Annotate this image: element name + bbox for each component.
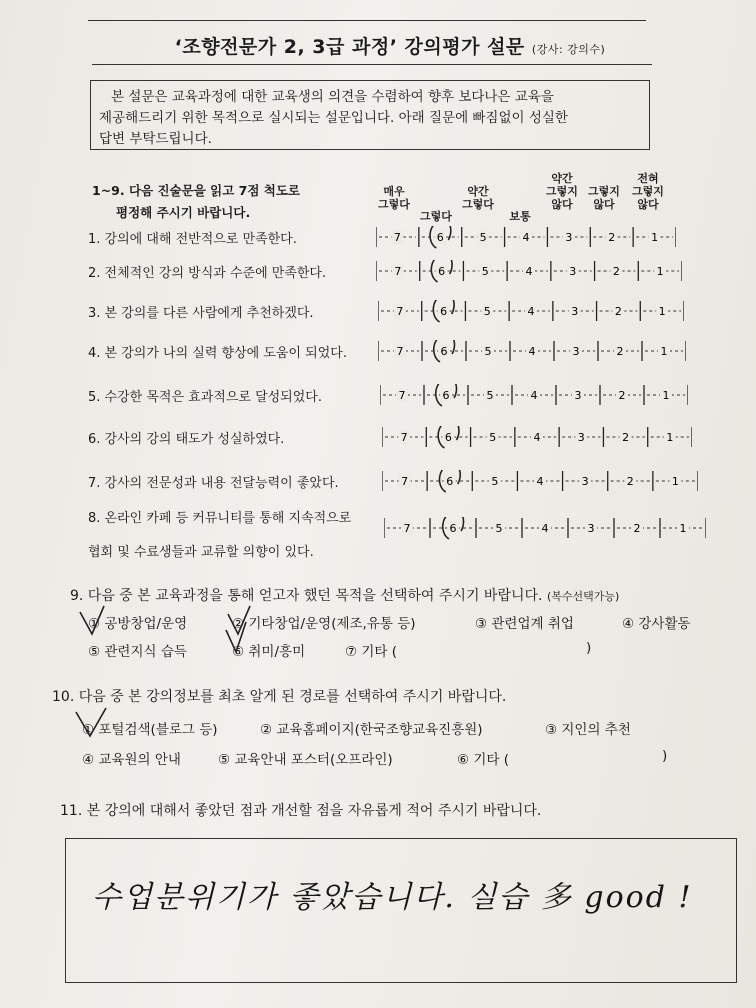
title-instructor: (강사: 강의수) [531,43,606,56]
scale-number-5[interactable]: 5 [489,431,497,444]
q9-option-3[interactable]: ③ 관련업계 취업 [475,616,574,632]
scale-number-2[interactable]: 2 [633,522,641,535]
scale-header-5: 약간 그렇다 [462,185,494,211]
rating-scale-5[interactable] [380,384,688,408]
scale-number-3[interactable]: 3 [565,231,573,244]
rating-scale-3[interactable] [378,300,684,324]
q10-option-2[interactable]: ② 교육홈페이지(한국조향교육진흥원) [260,722,483,738]
question-2: 2. 전체적인 강의 방식과 수준에 만족한다. [88,266,327,281]
scale-number-7[interactable]: 7 [394,265,402,278]
question-8-line-2: 협회 및 수료생들과 교류할 의향이 있다. [88,545,314,560]
scale-number-3[interactable]: 3 [587,522,595,535]
scale-number-2[interactable]: 2 [612,265,620,278]
scale-number-7[interactable]: 7 [396,305,404,318]
scale-number-2[interactable]: 2 [608,231,616,244]
scale-number-2[interactable]: 2 [618,389,626,402]
scale-header-3: 약간 그렇지 않다 [546,172,578,211]
scale-number-6[interactable]: 6 [446,475,454,488]
scale-number-2[interactable]: 2 [616,345,624,358]
scale-number-3[interactable]: 3 [569,265,577,278]
scale-number-6[interactable]: 6 [438,265,446,278]
rating-scale-7[interactable] [382,470,698,494]
title-rule [92,64,652,65]
scale-header-6: 그렇다 [420,210,452,223]
scale-number-4[interactable]: 4 [541,522,549,535]
scale-number-4[interactable]: 4 [528,345,536,358]
scale-number-1[interactable]: 1 [658,305,666,318]
scale-number-7[interactable]: 7 [400,431,408,444]
q9-option-2[interactable]: ② 기타창업/운영(제조,유통 등) [232,616,416,632]
title-text: ‘조향전문가 2, 3급 과정’ 강의평가 설문 [174,36,525,58]
question-1: 1. 강의에 대해 전반적으로 만족한다. [88,232,297,247]
scale-header-4: 보통 [509,210,531,223]
scale-number-4[interactable]: 4 [522,231,530,244]
q9-option-5[interactable]: ⑤ 관련지식 습득 [88,644,187,660]
scale-number-4[interactable]: 4 [525,265,533,278]
scale-number-5[interactable]: 5 [479,231,487,244]
scale-number-5[interactable]: 5 [483,305,491,318]
scale-number-5[interactable]: 5 [484,345,492,358]
question-5: 5. 수강한 목적은 효과적으로 달성되었다. [88,390,322,405]
rating-scale-1[interactable] [376,226,676,250]
q9-option-6[interactable]: ⑥ 취미/흥미 [232,644,306,660]
question-8: 8. 온라인 카페 등 커뮤니티를 통해 지속적으로 [88,511,352,526]
scale-number-6[interactable]: 6 [436,231,444,244]
scale-number-5[interactable]: 5 [481,265,489,278]
q9-note: (복수선택가능) [546,590,620,603]
q10-option-6-close: ) [662,748,668,764]
q10-option-5[interactable]: ⑤ 교육안내 포스터(오프라인) [218,752,393,768]
scale-number-5[interactable]: 5 [491,475,499,488]
q11-title: 11. 본 강의에 대해서 좋았던 점과 개선할 점을 자유롭게 적어 주시기 바랍니다. [60,803,542,819]
scale-number-3[interactable]: 3 [571,305,579,318]
scale-header-1: 전혀 그렇지 않다 [632,172,664,211]
scale-header-2: 그렇지 않다 [588,185,620,211]
q9-option-7-close: ) [586,640,592,656]
scale-number-1[interactable]: 1 [679,522,687,535]
top-rule [88,20,646,21]
scale-number-3[interactable]: 3 [581,475,589,488]
q10-option-6[interactable]: ⑥ 기타 ( [457,752,510,768]
scale-number-6[interactable]: 6 [449,522,457,535]
scale-number-7[interactable]: 7 [403,522,411,535]
q10-option-4[interactable]: ④ 교육원의 안내 [82,752,181,768]
scale-number-4[interactable]: 4 [527,305,535,318]
scale-number-1[interactable]: 1 [656,265,664,278]
rating-scale-8[interactable] [384,517,706,541]
intro-line-2: 제공해드리기 위한 목적으로 실시되는 설문입니다. 아래 질문에 빠짐없이 성실한 [99,110,568,126]
question-4: 4. 본 강의가 나의 실력 향상에 도움이 되었다. [88,346,347,361]
scale-number-4[interactable]: 4 [530,389,538,402]
instruction-line-2: 평정해 주시기 바랍니다. [116,205,251,220]
question-6: 6. 강사의 강의 태도가 성실하였다. [88,432,285,447]
scale-number-6[interactable]: 6 [440,345,448,358]
q9-option-7[interactable]: ⑦ 기타 ( [345,644,398,660]
scale-instruction [92,180,300,224]
scale-number-2[interactable]: 2 [626,475,634,488]
scale-number-7[interactable]: 7 [398,389,406,402]
scale-number-1[interactable]: 1 [671,475,679,488]
scale-number-6[interactable]: 6 [442,389,450,402]
q9-option-1[interactable]: ① 공방창업/운영 [88,616,188,632]
rating-scale-2[interactable] [376,260,682,284]
rating-scale-6[interactable] [382,426,692,450]
scale-number-1[interactable]: 1 [651,231,659,244]
page-title [110,32,670,59]
question-7: 7. 강사의 전문성과 내용 전달능력이 좋았다. [88,476,339,491]
q10-option-3[interactable]: ③ 지인의 추천 [545,722,631,738]
q9-title-text: 9. 다음 중 본 교육과정을 통해 얻고자 했던 목적을 선택하여 주시기 바랍니다. [70,588,543,604]
scale-number-7[interactable]: 7 [393,231,401,244]
scale-number-2[interactable]: 2 [614,305,622,318]
scale-number-6[interactable]: 6 [444,431,452,444]
scale-number-1[interactable]: 1 [660,345,668,358]
scale-number-1[interactable]: 1 [666,431,674,444]
scale-number-3[interactable]: 3 [572,345,580,358]
intro-box [90,80,650,150]
scale-number-5[interactable]: 5 [495,522,503,535]
scale-number-3[interactable]: 3 [577,431,585,444]
q10-option-1[interactable]: ① 포털검색(블로그 등) [82,722,218,738]
scale-number-4[interactable]: 4 [536,475,544,488]
scale-number-7[interactable]: 7 [401,475,409,488]
scale-number-6[interactable]: 6 [440,305,448,318]
q9-title [70,585,619,605]
scale-number-2[interactable]: 2 [622,431,630,444]
rating-scale-4[interactable] [378,340,686,364]
scale-number-3[interactable]: 3 [574,389,582,402]
q11-handwritten-answer: 수업분위기가 좋았습니다. 실습 多 good ! [92,880,693,915]
q10-title: 10. 다음 중 본 강의정보를 최초 알게 된 경로를 선택하여 주시기 바랍니다. [52,689,507,705]
scale-number-5[interactable]: 5 [486,389,494,402]
q9-option-4[interactable]: ④ 강사활동 [622,616,691,632]
instruction-line-1: 1~9. 다음 진술문을 읽고 7점 척도로 [92,183,300,198]
scale-number-4[interactable]: 4 [533,431,541,444]
scale-number-7[interactable]: 7 [396,345,404,358]
scale-header-7: 매우 그렇다 [378,185,410,211]
intro-line-3: 답변 부탁드립니다. [99,131,212,147]
intro-line-1: 본 설문은 교육과정에 대한 교육생의 의견을 수렴하여 향후 보다나은 교육을 [111,89,554,105]
scale-number-1[interactable]: 1 [662,389,670,402]
question-3: 3. 본 강의를 다른 사람에게 추천하겠다. [88,306,314,321]
